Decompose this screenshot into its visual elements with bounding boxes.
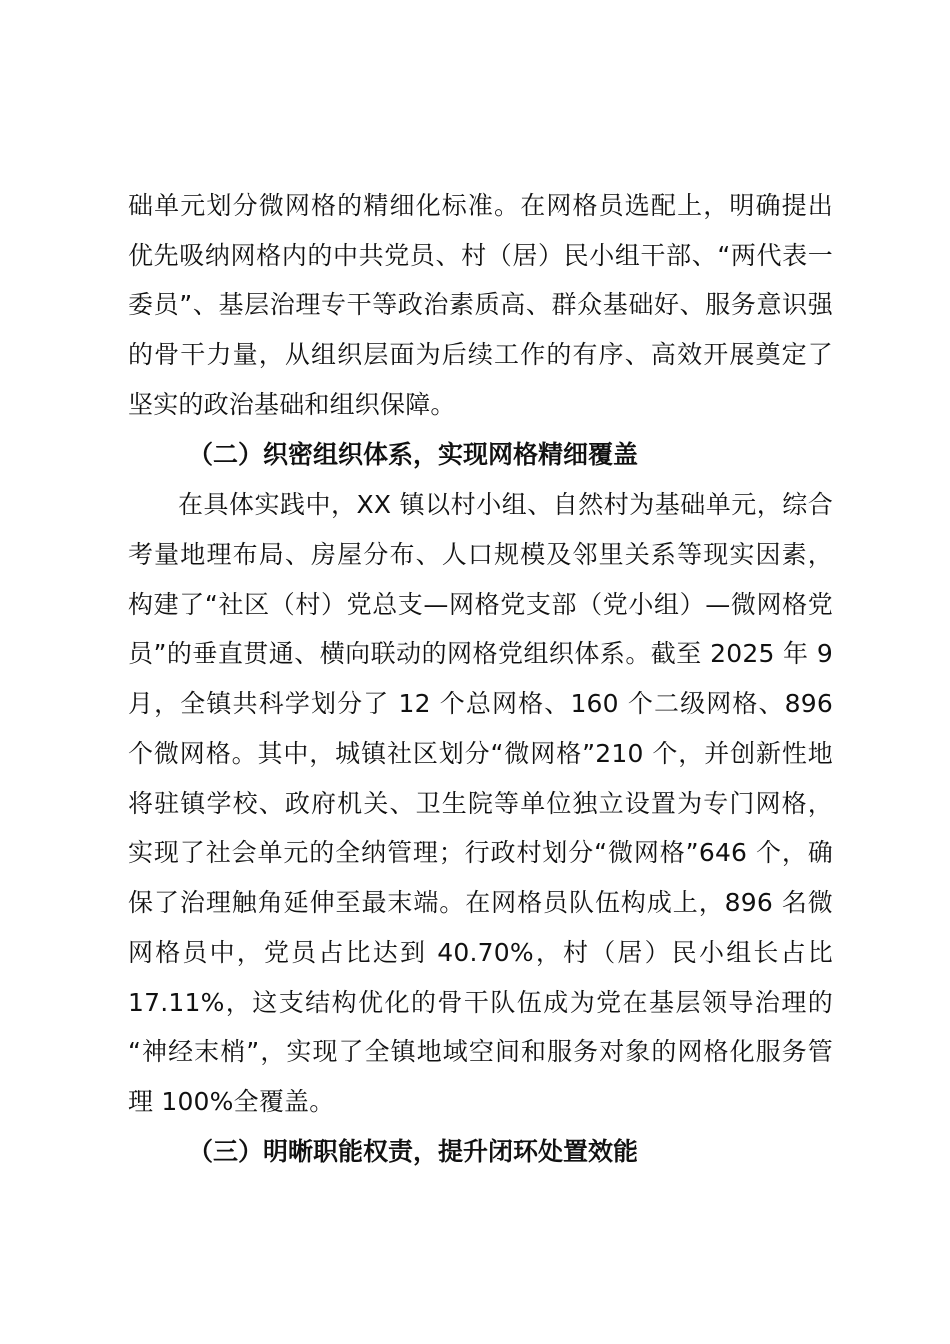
- paragraph-2-line-9: 保了治理触角延伸至最末端。在网格员队伍构成上，896 名微: [128, 888, 833, 917]
- paragraph-1-line-2: 优先吸纳网格内的中共党员、村（居）民小组干部、“两代表一: [128, 241, 833, 270]
- paragraph-2-line-2: 考量地理布局、房屋分布、人口规模及邻里关系等现实因素，: [128, 540, 833, 569]
- paragraph-2-line-13: 理 100%全覆盖。: [128, 1087, 335, 1116]
- paragraph-2-line-5: 月，全镇共科学划分了 12 个总网格、160 个二级网格、896: [128, 689, 833, 718]
- paragraph-1-line-1: 础单元划分微网格的精细化标准。在网格员选配上，明确提出: [128, 191, 833, 220]
- paragraph-2-line-8: 实现了社会单元的全纳管理；行政村划分“微网格”646 个，确: [128, 838, 833, 867]
- paragraph-2-line-1: 在具体实践中，XX 镇以村小组、自然村为基础单元，综合: [178, 490, 833, 519]
- paragraph-1-line-4: 的骨干力量，从组织层面为后续工作的有序、高效开展奠定了: [128, 340, 833, 369]
- paragraph-2-line-4: 员”的垂直贯通、横向联动的网格党组织体系。截至 2025 年 9: [128, 639, 833, 668]
- paragraph-2-line-11: 17.11%，这支结构优化的骨干队伍成为党在基层领导治理的: [128, 988, 833, 1017]
- paragraph-2-line-7: 将驻镇学校、政府机关、卫生院等单位独立设置为专门网格，: [128, 789, 833, 818]
- paragraph-2-line-6: 个微网格。其中，城镇社区划分“微网格”210 个，并创新性地: [128, 739, 833, 768]
- section-heading-2: （二）织密组织体系，实现网格精细覆盖: [188, 440, 639, 469]
- paragraph-1-line-3: 委员”、基层治理专干等政治素质高、群众基础好、服务意识强: [128, 290, 833, 319]
- paragraph-2-line-12: “神经末梢”，实现了全镇地域空间和服务对象的网格化服务管: [128, 1037, 833, 1066]
- section-heading-3: （三）明晰职能权责，提升闭环处置效能: [188, 1137, 639, 1166]
- paragraph-2-line-3: 构建了“社区（村）党总支—网格党支部（党小组）—微网格党: [128, 590, 833, 619]
- paragraph-2-line-10: 网格员中，党员占比达到 40.70%，村（居）民小组长占比: [128, 938, 833, 967]
- paragraph-1-line-5: 坚实的政治基础和组织保障。: [128, 390, 456, 419]
